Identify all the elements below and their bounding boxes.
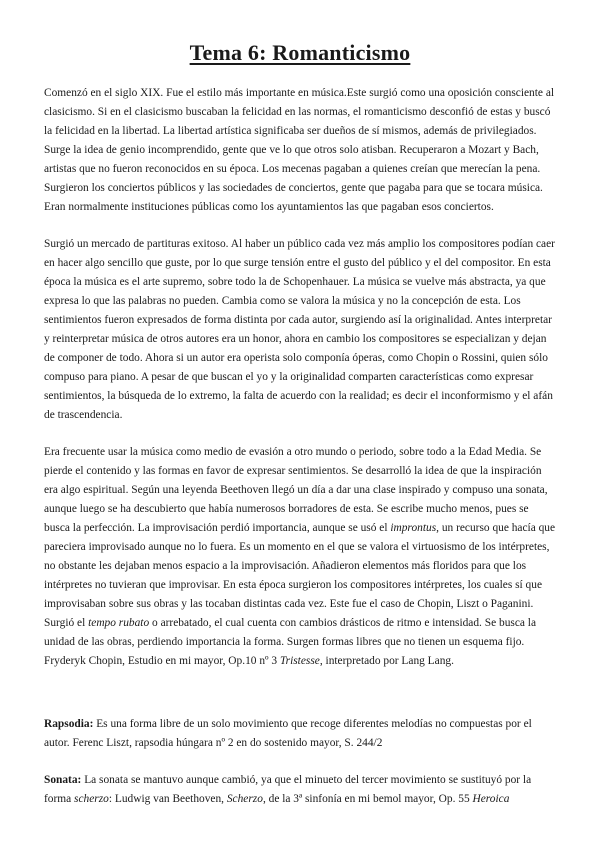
document-title: Tema 6: Romanticismo <box>189 40 411 65</box>
paragraph-3-text: , interpretado por Lang Lang. <box>319 655 454 667</box>
italic-title-scherzo: Scherzo <box>226 793 263 805</box>
italic-term-scherzo: scherzo <box>74 793 109 805</box>
paragraph-2: Surgió un mercado de partituras exitoso. Al haber un público cada vez más amplio los compositores podían caer en hacer algo sencillo que guste, por lo que surge tensión entre el gusto del público y el del compositor. En esta época la música es el arte supremo, sobre todo la de Schopenhauer. La música se vuelve más abstracta, ya que expresa lo que las palabras no pueden. Cambia como se valora la música y no la concepción de esta. Los sentimientos fueron expresados de forma distinta por cada autor, surgiendo así la originalidad. Antes interpretar y reinterpretar música de otros autores era un honor, ahora en cambio los compositores se especializan y dejan de componer de todo. Ahora si un autor era operista solo componía óperas, como Chopin o Rossini, quien sólo compuso para piano. A pesar de que buscan el yo y la originalidad comparten características como expresar sentimientos, la búsqueda de lo extremo, la falta de acuerdo con la realidad; es decir el inconformismo y el afán de trascendencia. <box>44 238 555 421</box>
rapsodia-text: Es una forma libre de un solo movimiento que recoge diferentes melodías no compuestas por el autor. Ferenc Liszt, rapsodia húngara nº 2 en do sostenido mayor, S. 244/2 <box>44 718 532 749</box>
rapsodia-definition <box>44 715 556 753</box>
sonata-text: : Ludwig van Beethoven, <box>108 793 227 805</box>
rapsodia-term: Rapsodia: <box>44 718 94 730</box>
sonata-definition <box>44 771 556 809</box>
paragraph-3-text: o arrebatado, el cual cuenta con cambios drásticos de ritmo e intensidad. Se busca la unidad de las obras, perdiendo importancia la forma. Surgen formas libres que no tienen un esquema fijo. Fryderyk Chopin, Estudio en mi mayor, Op.10 nº 3 <box>44 617 536 667</box>
paragraph-3-text: un recurso que hacía que pareciera improvisado aunque no lo fuera. Es un momento en el que se valora el virtuosismo de los intérpretes, no obstante les dejaban menos espacio a la improvisación. Añadieron elementos más floridos para que los intérpretes no tuvieran que improvisar. En esta época surgieron los compositores intérpretes, los cuales sí que improvisaban sobre sus obras y las tocaban distintas cada vez. Este fue el caso de Chopin, Liszt o Paganini. Surgió el <box>44 522 556 629</box>
italic-title-heroica: Heroica <box>472 793 510 805</box>
paragraph-3-text: Era frecuente usar la música como medio de evasión a otro mundo o periodo, sobre todo a la Edad Media. Se pierde el contenido y las formas en favor de expresar sentimientos. Se desarrolló la idea de que la inspiración era algo espiritual. Según una leyenda Beethoven llegó un día a dar una clase inspirado y compuso una sonata, aunque luego se ha descubierto que había numerosos borradores de esta. Se escribe mucho menos, pues se busca la perfección. La improvisación perdió importancia, aunque se usó el <box>44 446 548 534</box>
sonata-term: Sonata: <box>44 774 82 786</box>
italic-term-improntus: improntus, <box>390 522 439 534</box>
paragraph-1: Comenzó en el siglo XIX. Fue el estilo más importante en música.Este surgió como una oposición consciente al clasicismo. Si en el clasicismo buscaban la felicidad en las normas, el romanticismo desconfió de estas y buscó la felicidad en la libertad. La libertad artística significaba ser dueños de sí mismos, además de privilegiados. Surge la idea de genio incomprendido, gente que ve lo que otros solo atisban. Recuperaron a Mozart y Bach, artistas que no fueron reconocidos en su época. Los mecenas pagaban a quienes creían que merecían la pena. Surgieron los conciertos públicos y las sociedades de conciertos, gente que pagaba para que se tocara música. Eran normalmente instituciones públicas como los ayuntamientos las que pagaban esos conciertos. <box>44 87 555 213</box>
italic-term-tempo-rubato: tempo rubato <box>88 617 150 629</box>
sonata-text: , de la 3ª sinfonía en mi bemol mayor, Op. 55 <box>262 793 473 805</box>
paragraph-3 <box>44 443 556 671</box>
italic-title-tristesse: Tristesse <box>279 655 320 667</box>
sonata-text: La sonata se mantuvo aunque cambió, ya que el minueto del tercer movimiento se sustituyó por la forma <box>44 774 532 805</box>
